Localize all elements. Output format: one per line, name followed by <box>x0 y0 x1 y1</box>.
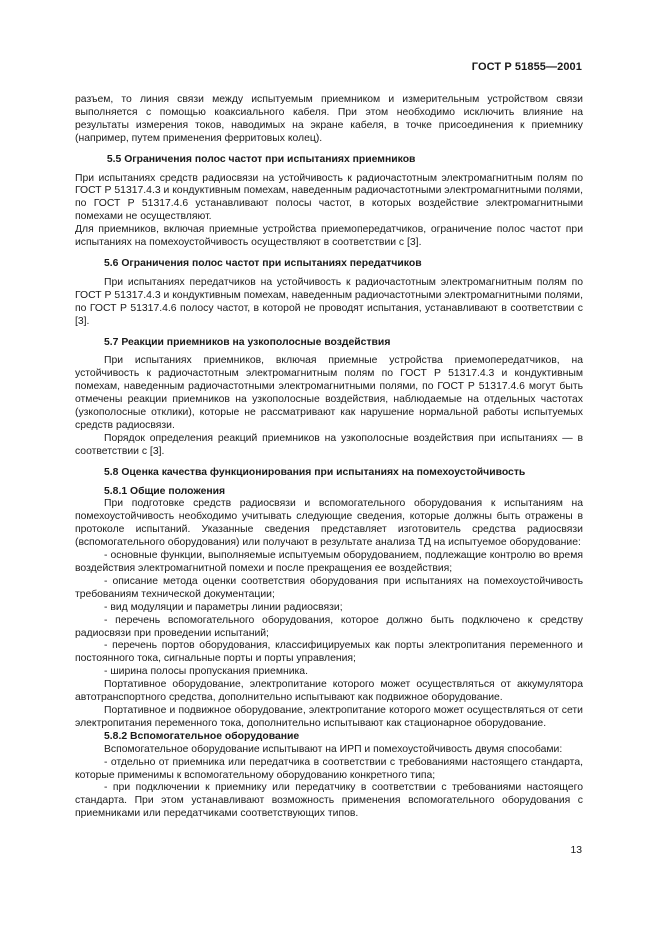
list-item: - вид модуляции и параметры линии радиосвязи; <box>104 601 343 613</box>
list-item: - описание метода оценки соответствия оборудования при испытаниях на помехоустойчивость требованиям технической документации; <box>75 575 583 600</box>
page-number: 13 <box>570 845 582 856</box>
section-5-8-1-paragraph-2: Портативное оборудование, электропитание которого может осуществляться от аккумулятора автотранспортного средства, дополнительно испытывают как подвижное оборудование. <box>75 679 583 704</box>
section-5-8-2-title: 5.8.2 Вспомогательное оборудование <box>104 730 300 742</box>
section-5-5-title: 5.5 Ограничения полос частот при испытаниях приемников <box>106 153 416 165</box>
section-5-6-paragraph-1: При испытаниях передатчиков на устойчивость к радиочастотным электромагнитным полям по ГОСТ Р 51317.4.3 и кондуктивным помехам, наведенным радиочастотными электромагнитными полями, по ГОСТ Р 51317.4.6 полосу частот, в которой не проводят испытания, устанавливают в соответствии с [3]. <box>75 276 583 327</box>
list-item: - при подключении к приемнику или передатчику в соответствии с требованиями настоящего стандарта. При этом устанавливают возможность применения вспомогательного оборудования с приемниками или передатчиками соответствующих типов. <box>75 782 583 820</box>
section-5-8-1-paragraph-1: При подготовке средств радиосвязи и вспомогательного оборудования к испытаниям на помехоустойчивость необходимо учитывать следующие сведения, которые должны быть отражены в протоколе испытаний. Указанные сведения представляет изготовитель средства радиосвязи (вспомогательного оборудования) или получают в результате анализа ТД на испытуемое оборудование: <box>75 498 583 549</box>
standard-designation: ГОСТ Р 51855—2001 <box>471 61 582 73</box>
section-5-5-paragraph-1: При испытаниях средств радиосвязи на устойчивость к радиочастотным электромагнитным полям по ГОСТ Р 51317.4.3 и кондуктивным помехам, наведенным радиочастотными электромагнитными полями, по ГОСТ Р 51317.4.6 устанавливают полосы частот, в которых воздействие электромагнитными помехами не осуществляют. <box>75 172 583 223</box>
list-item: - перечень вспомогательного оборудования, которое должно быть подключено к средству радиосвязи при проведении испытаний; <box>75 614 583 639</box>
section-5-8-2-paragraph-1: Вспомогательное оборудование испытывают на ИРП и помехоустойчивость двумя способами: <box>104 743 563 755</box>
section-5-8-1-paragraph-3: Портативное и подвижное оборудование, электропитание которого может осуществляться от сети электропитания переменного тока, дополнительно испытывают как стационарное оборудование. <box>75 704 583 729</box>
list-item: - основные функции, выполняемые испытуемым оборудованием, подлежащие контролю во время воздействия электромагнитной помехи и после прекращения ее воздействия; <box>75 550 583 574</box>
list-item: - перечень портов оборудования, классифицируемых как порты электропитания переменного и постоянного тока, сигнальные порты и порты управления; <box>75 640 583 665</box>
section-5-7-paragraph-1: При испытаниях приемников, включая приемные устройства приемопередатчиков, на устойчивость к радиочастотным электромагнитным полям по ГОСТ Р 51317.4.3 и кондуктивным помехам, наведенным радиочастотными электромагнитными полями, по ГОСТ Р 51317.4.6 могут быть отмечены реакции приемников на узкополосные воздействия, наблюдаемые на отдельных частотах (узкополосные отклики), которые не рассматривают как нарушение нормальной работы испытуемых средств радиосвязи. <box>75 355 583 431</box>
intro-paragraph: разъем, то линия связи между испытуемым приемником и измерительным устройством связи выполняется с помощью коаксиального кабеля. При этом необходимо исключить влияние на результаты измерения токов, наводимых на экране кабеля, в точке присоединения к приемнику (например, путем применения ферритовых колец). <box>75 94 583 144</box>
section-5-5-paragraph-2: Для приемников, включая приемные устройства приемопередатчиков, ограничение полос частот при испытаниях на помехоустойчивость осуществляют в соответствии с [3]. <box>75 224 583 249</box>
list-item: - ширина полосы пропускания приемника. <box>104 666 308 678</box>
section-5-7-paragraph-2: Порядок определения реакций приемников на узкополосные воздействия при испытаниях — в соответствии с [3]. <box>75 432 583 457</box>
section-5-6-title: 5.6 Ограничения полос частот при испытаниях передатчиков <box>104 257 422 269</box>
list-item: - отдельно от приемника или передатчика в соответствии с требованиями настоящего стандарта, которые применимы к вспомогательному оборудованию конкретного типа; <box>75 756 583 781</box>
section-5-8-1-title: 5.8.1 Общие положения <box>104 485 226 497</box>
document-body <box>75 94 583 821</box>
section-5-7-title: 5.7 Реакции приемников на узкополосные воздействия <box>104 336 391 348</box>
section-5-8-title: 5.8 Оценка качества функционирования при испытаниях на помехоустойчивость <box>104 466 526 478</box>
